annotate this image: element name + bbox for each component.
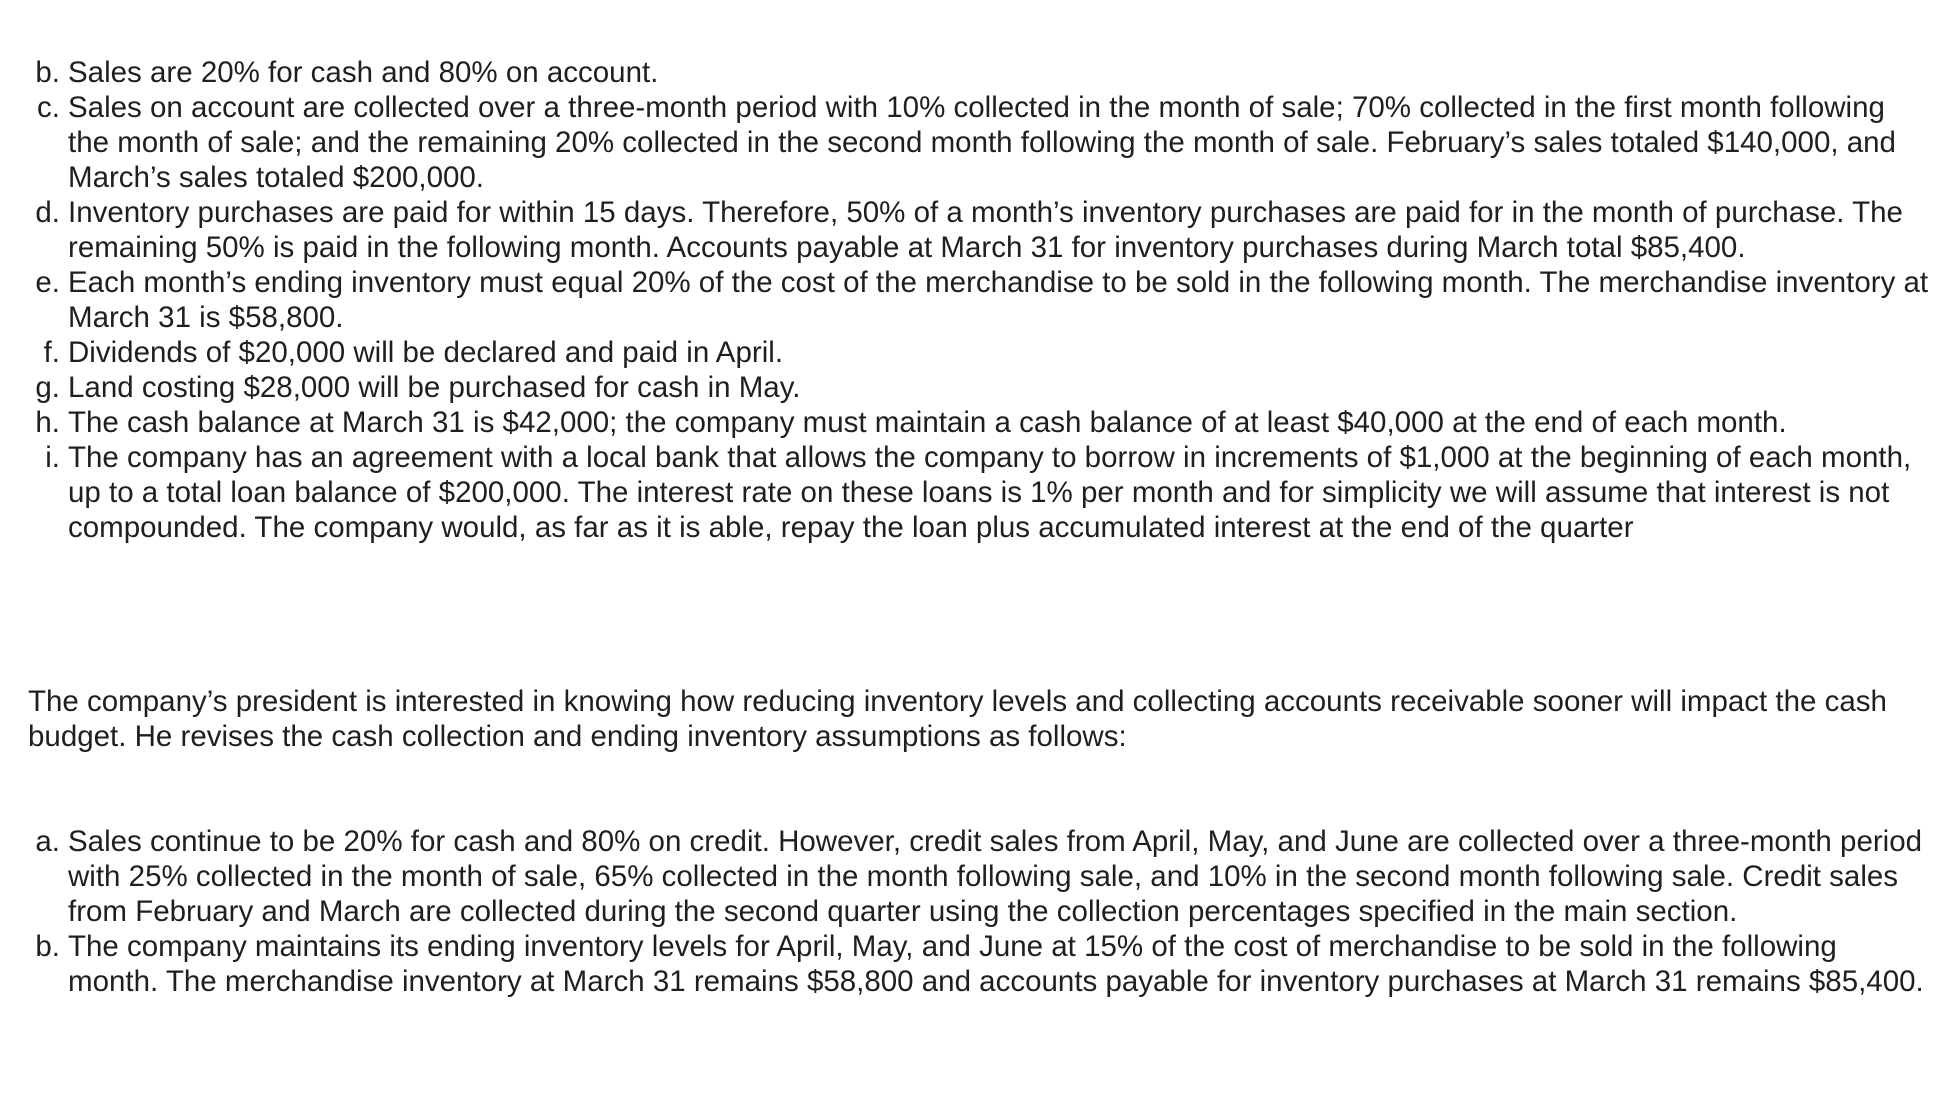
list-item xyxy=(28,824,1933,929)
list-item xyxy=(28,370,1933,405)
list-item-text: The company has an agreement with a local bank that allows the company to borrow in increments of $1,000 at the beginning of each month, up to a total loan balance of $200,000. The interest rate on these loans is 1% per month and for simplicity we will assume that interest is not compounded. The company would, as far as it is able, repay the loan plus accumulated interest at the end of the quarter xyxy=(68,441,1912,544)
list-item-text: Each month’s ending inventory must equal 20% of the cost of the merchandise to be sold in the following month. The merchandise inventory at March 31 is $58,800. xyxy=(68,266,1929,334)
list-item xyxy=(28,195,1933,265)
list-item-text: The company maintains its ending inventory levels for April, May, and June at 15% of the cost of merchandise to be sold in the following month. The merchandise inventory at March 31 remains $58,800 and accounts payable for inventory purchases at March 31 remains $85,400. xyxy=(68,930,1924,998)
list-item-text: Inventory purchases are paid for within 15 days. Therefore, 50% of a month’s inventory purchases are paid for in the month of purchase. The remaining 50% is paid in the following month. Accounts payable at March 31 for inventory purchases during March total $85,400. xyxy=(68,196,1903,264)
list-item xyxy=(28,90,1933,195)
list-item xyxy=(28,929,1933,999)
list-item xyxy=(28,440,1933,545)
list-marker: i. xyxy=(45,441,60,474)
list-marker: a. xyxy=(35,825,60,858)
list-marker: b. xyxy=(35,56,60,89)
list-item-text: Land costing $28,000 will be purchased for cash in May. xyxy=(68,371,801,404)
list-item-text: Sales are 20% for cash and 80% on account. xyxy=(68,56,659,89)
list-marker: d. xyxy=(35,196,60,229)
list-item xyxy=(28,55,1933,90)
intro-paragraph: The company’s president is interested in knowing how reducing inventory levels and collecting accounts receivable sooner will impact the cash budget. He revises the cash collection and ending inventory assumptions as follows: xyxy=(28,685,1887,753)
list-marker: b. xyxy=(35,930,60,963)
list-item-text: Dividends of $20,000 will be declared and paid in April. xyxy=(68,336,784,369)
assumptions-list xyxy=(28,55,1933,545)
list-marker: e. xyxy=(35,266,60,299)
list-marker: f. xyxy=(43,336,60,369)
revised-assumptions-list xyxy=(28,824,1933,999)
list-marker: g. xyxy=(35,371,60,404)
list-item-text: The cash balance at March 31 is $42,000; the company must maintain a cash balance of at least $40,000 at the end of each month. xyxy=(68,406,1787,439)
list-marker: h. xyxy=(35,406,60,439)
list-item xyxy=(28,335,1933,370)
list-item xyxy=(28,265,1933,335)
list-marker: c. xyxy=(37,91,60,124)
list-item xyxy=(28,405,1933,440)
list-item-text: Sales continue to be 20% for cash and 80% on credit. However, credit sales from April, May, and June are collected over a three-month period with 25% collected in the month of sale, 65% collected in the month following sale, and 10% in the second month following sale. Credit sales from February and March are collected during the second quarter using the collection percentages specified in the main section. xyxy=(68,825,1923,928)
list-item-text: Sales on account are collected over a three-month period with 10% collected in the month of sale; 70% collected in the first month following the month of sale; and the remaining 20% collected in the second month following the month of sale. February’s sales totaled $140,000, and March’s sales totaled $200,000. xyxy=(68,91,1896,194)
